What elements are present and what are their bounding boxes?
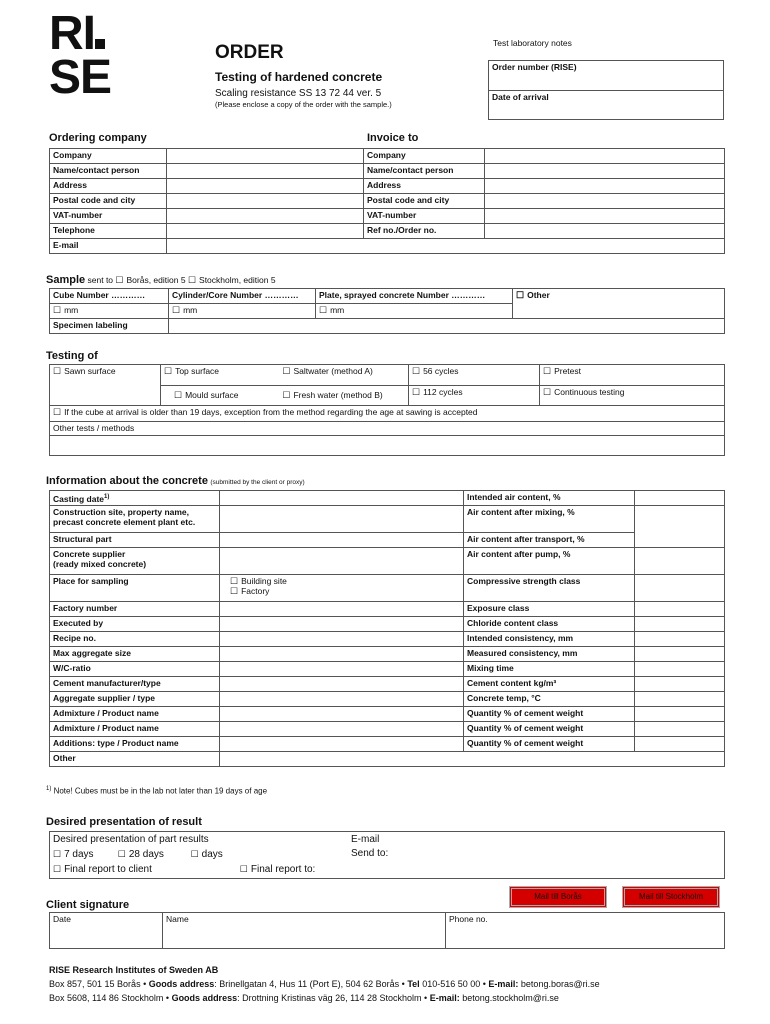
cycles112-checkbox[interactable]: ☐ 112 cycles — [412, 387, 463, 397]
inv-postal-input[interactable] — [485, 194, 725, 209]
sig-phone[interactable]: Phone no. — [446, 913, 725, 949]
sawn-checkbox[interactable]: ☐ Sawn surface — [53, 366, 116, 376]
days7-checkbox[interactable]: ☐ 7 days — [53, 847, 115, 862]
cylinder-number[interactable]: Cylinder/Core Number ………… — [169, 289, 316, 304]
concrete-heading: Information about the concrete — [46, 475, 208, 487]
max-aggregate: Max aggregate size — [50, 647, 220, 662]
mail-boras-button[interactable]: Mail till Borås — [509, 886, 607, 908]
freshwater-checkbox[interactable]: ☐ Fresh water (method B) — [282, 390, 382, 400]
presentation-table — [49, 831, 725, 879]
inv-vat: VAT-number — [364, 209, 485, 224]
days28-checkbox[interactable]: ☐ 28 days — [118, 847, 188, 862]
sample-line — [46, 274, 276, 286]
inv-postal: Postal code and city — [364, 194, 485, 209]
page-title: ORDER — [215, 42, 284, 63]
intended-consistency: Intended consistency, mm — [464, 632, 635, 647]
stockholm-checkbox[interactable]: ☐ Stockholm, edition 5 — [188, 275, 276, 285]
ord-address: Address — [50, 179, 167, 194]
factory-number: Factory number — [50, 602, 220, 617]
wc-ratio: W/C-ratio — [50, 662, 220, 677]
order-number-field[interactable]: Order number (RISE) — [489, 61, 724, 91]
inv-address: Address — [364, 179, 485, 194]
intended-consistency-input[interactable] — [635, 632, 725, 647]
factory-number-input[interactable] — [220, 602, 464, 617]
other-checkbox[interactable]: ☐ Other — [516, 290, 550, 300]
specimen-labeling-input[interactable] — [169, 319, 725, 334]
logo-dot — [95, 39, 105, 49]
sample-table — [49, 288, 725, 334]
additions: Additions: type / Product name — [50, 737, 220, 752]
continuous-checkbox[interactable]: ☐ Continuous testing — [543, 387, 625, 397]
concrete-table — [49, 490, 725, 767]
days-checkbox[interactable]: ☐ days — [191, 849, 223, 860]
air-transport: Air content after transport, % — [464, 533, 635, 548]
casting-sup: 1) — [104, 494, 110, 500]
presentation-heading: Desired presentation of result — [46, 816, 202, 828]
other-tests-input[interactable] — [50, 436, 725, 456]
executed-by: Executed by — [50, 617, 220, 632]
factory-checkbox[interactable]: ☐ Factory — [230, 586, 460, 596]
cycles56-checkbox[interactable]: ☐ 56 cycles — [412, 366, 459, 376]
ord-address-input[interactable] — [167, 179, 364, 194]
plate-number[interactable]: Plate, sprayed concrete Number ………… — [316, 289, 513, 304]
testing-table — [49, 364, 725, 456]
boras-checkbox[interactable]: ☐ Borås, edition 5 — [115, 275, 185, 285]
exposure-input[interactable] — [635, 602, 725, 617]
inv-contact-input[interactable] — [485, 164, 725, 179]
cylinder-mm-checkbox[interactable]: ☐ mm — [172, 305, 197, 315]
ord-email-input[interactable] — [167, 239, 725, 254]
construction-input[interactable] — [220, 506, 464, 533]
signature-table — [49, 912, 725, 949]
sent-to-label: sent to — [87, 275, 114, 285]
supplier-input[interactable] — [220, 548, 464, 575]
quantity-1-input[interactable] — [635, 707, 725, 722]
footer-company: RISE Research Institutes of Sweden AB — [49, 965, 219, 975]
mixing-time: Mixing time — [464, 662, 635, 677]
additions-input[interactable] — [220, 737, 464, 752]
other-concrete-input[interactable] — [220, 752, 725, 767]
date-arrival-field[interactable]: Date of arrival — [489, 91, 724, 120]
construction-site: Construction site, property name, precast concrete element plant etc. — [50, 506, 220, 533]
inv-ref: Ref no./Order no. — [364, 224, 485, 239]
specimen-labeling: Specimen labeling — [50, 319, 169, 334]
air-pump-input[interactable] — [635, 548, 725, 575]
older-cube-checkbox[interactable]: ☐ If the cube at arrival is older than 19 days, exception from the method regarding the age at sawing is accepted — [53, 407, 478, 417]
quantity-3-input[interactable] — [635, 737, 725, 752]
inv-company-input[interactable] — [485, 149, 725, 164]
standard-text: Scaling resistance SS 13 72 44 ver. 5 — [215, 88, 382, 99]
measured-consistency: Measured consistency, mm — [464, 647, 635, 662]
footer-line1: Box 857, 501 15 Borås • Goods address: Brinellgatan 4, Hus 11 (Port E), 504 62 Borås • Tel 010-516 50 00 • E-mail: betong.boras@ri.se — [49, 979, 600, 989]
concrete-temp: Concrete temp, °C — [464, 692, 635, 707]
chloride-input[interactable] — [635, 617, 725, 632]
compressive-input[interactable] — [635, 575, 725, 602]
part-results-label: Desired presentation of part results — [53, 834, 209, 845]
admixture-1-input[interactable] — [220, 707, 464, 722]
final-report-to-checkbox[interactable]: ☐ Final report to: — [240, 864, 316, 875]
quantity-2-input[interactable] — [635, 722, 725, 737]
compressive: Compressive strength class — [464, 575, 635, 602]
casting-date-input[interactable] — [220, 491, 464, 506]
building-site-checkbox[interactable]: ☐ Building site — [230, 576, 460, 586]
other-concrete: Other — [50, 752, 220, 767]
email-label: E-mail — [351, 834, 380, 845]
ordering-heading: Ordering company — [49, 132, 147, 144]
recipe-no: Recipe no. — [50, 632, 220, 647]
quantity-2: Quantity % of cement weight — [464, 722, 635, 737]
sig-date[interactable]: Date — [50, 913, 163, 949]
ord-vat-input[interactable] — [167, 209, 364, 224]
max-aggregate-input[interactable] — [220, 647, 464, 662]
admixture-2-input[interactable] — [220, 722, 464, 737]
structural-input[interactable] — [220, 533, 464, 548]
pretest-checkbox[interactable]: ☐ Pretest — [543, 366, 581, 376]
sig-name[interactable]: Name — [163, 913, 446, 949]
recipe-input[interactable] — [220, 632, 464, 647]
air-mixing-input[interactable] — [635, 506, 725, 548]
concrete-supplier: Concrete supplier (ready mixed concrete) — [50, 548, 220, 575]
concrete-heading-line — [46, 475, 305, 487]
admixture-2: Admixture / Product name — [50, 722, 220, 737]
place-sampling: Place for sampling — [50, 575, 220, 602]
page-subtitle: Testing of hardened concrete — [215, 70, 383, 84]
signature-heading: Client signature — [46, 899, 130, 911]
inv-vat-input[interactable] — [485, 209, 725, 224]
saltwater-checkbox[interactable]: ☐ Saltwater (method A) — [282, 366, 372, 376]
admixture-1: Admixture / Product name — [50, 707, 220, 722]
exposure-class: Exposure class — [464, 602, 635, 617]
cement-manufacturer: Cement manufacturer/type — [50, 677, 220, 692]
inv-company: Company — [364, 149, 485, 164]
enclose-note: (Please enclose a copy of the order with the sample.) — [215, 100, 392, 109]
logo-line1: RI — [49, 7, 95, 60]
rise-logo — [49, 7, 112, 104]
measured-consistency-input[interactable] — [635, 647, 725, 662]
top-surface-checkbox[interactable]: ☐ Top surface — [164, 366, 280, 376]
footnote: $^{1)}$ Note! Cubes must be in the lab not later than 19 days of age — [46, 786, 268, 796]
lab-notes-box — [488, 60, 724, 120]
company-table — [49, 148, 725, 254]
ord-contact-input[interactable] — [167, 164, 364, 179]
air-intended-input[interactable] — [635, 491, 725, 506]
concrete-note: (submitted by the client or proxy) — [210, 479, 305, 486]
inv-ref-input[interactable] — [485, 224, 725, 239]
air-intended: Intended air content, % — [464, 491, 635, 506]
invoice-heading: Invoice to — [367, 132, 419, 144]
concrete-temp-input[interactable] — [635, 692, 725, 707]
inv-contact: Name/contact person — [364, 164, 485, 179]
ord-postal: Postal code and city — [50, 194, 167, 209]
other-tests-label: Other tests / methods — [50, 422, 725, 436]
final-client-checkbox[interactable]: ☐ Final report to client — [53, 862, 237, 877]
air-pump: Air content after pump, % — [464, 548, 635, 575]
ord-vat: VAT-number — [50, 209, 167, 224]
aggregate-supplier-input[interactable] — [220, 692, 464, 707]
mould-surface-checkbox[interactable]: ☐ Mould surface — [164, 390, 280, 400]
inv-address-input[interactable] — [485, 179, 725, 194]
cube-mm-checkbox[interactable]: ☐ mm — [53, 305, 78, 315]
wc-input[interactable] — [220, 662, 464, 677]
aggregate-supplier: Aggregate supplier / type — [50, 692, 220, 707]
logo-line2: SE — [49, 51, 112, 104]
footer-line2: Box 5608, 114 86 Stockholm • Goods address: Drottning Kristinas väg 26, 114 28 Stockholm • E-mail: betong.stockholm@ri.se — [49, 993, 559, 1003]
plate-mm-checkbox[interactable]: ☐ mm — [319, 305, 344, 315]
air-mixing: Air content after mixing, % — [464, 506, 635, 533]
send-to-label: Send to: — [351, 848, 389, 859]
ord-email: E-mail — [50, 239, 167, 254]
ord-postal-input[interactable] — [167, 194, 364, 209]
ord-company: Company — [50, 149, 167, 164]
chloride-class: Chloride content class — [464, 617, 635, 632]
cement-manufacturer-input[interactable] — [220, 677, 464, 692]
cube-number[interactable]: Cube Number ………… — [50, 289, 169, 304]
mail-stockholm-button[interactable]: Mail till Stockholm — [622, 886, 720, 908]
executed-input[interactable] — [220, 617, 464, 632]
ord-contact: Name/contact person — [50, 164, 167, 179]
testing-heading: Testing of — [46, 350, 98, 362]
lab-notes-label: Test laboratory notes — [493, 38, 572, 48]
ord-telephone: Telephone — [50, 224, 167, 239]
structural-part: Structural part — [50, 533, 220, 548]
cement-content: Cement content kg/m³ — [464, 677, 635, 692]
ord-company-input[interactable] — [167, 149, 364, 164]
sample-heading: Sample — [46, 274, 86, 286]
ord-telephone-input[interactable] — [167, 224, 364, 239]
mixing-time-input[interactable] — [635, 662, 725, 677]
quantity-3: Quantity % of cement weight — [464, 737, 635, 752]
casting-date: Casting date — [53, 493, 105, 504]
quantity-1: Quantity % of cement weight — [464, 707, 635, 722]
cement-content-input[interactable] — [635, 677, 725, 692]
